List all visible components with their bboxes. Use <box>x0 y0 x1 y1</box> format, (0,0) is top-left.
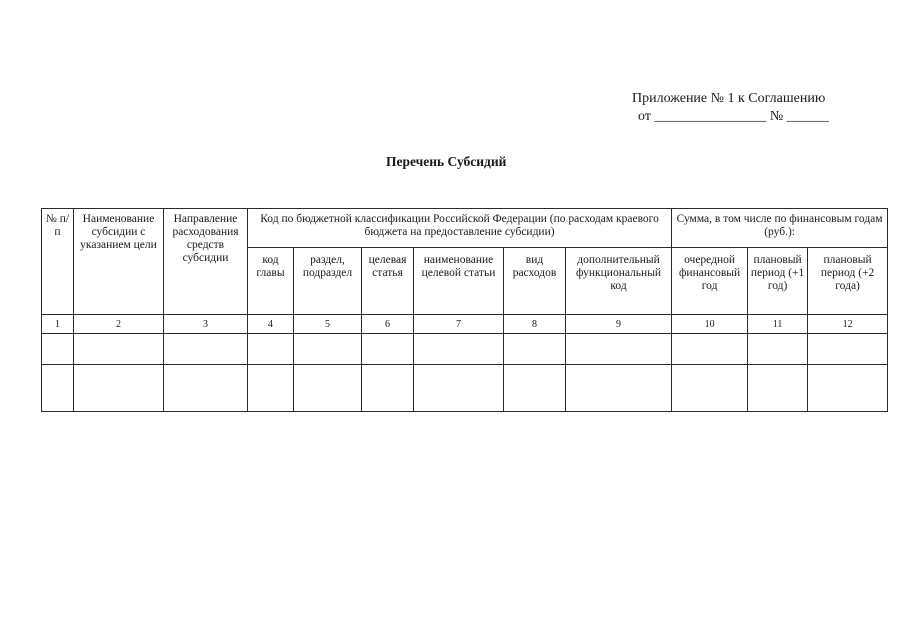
table-cell-empty <box>748 365 808 412</box>
table-cell-empty <box>566 365 672 412</box>
table-cell-empty <box>362 334 414 365</box>
header-cell-next-year: очередной финансовый год <box>672 248 748 315</box>
table-cell-empty <box>414 365 504 412</box>
header-cell-chapter-code: код главы <box>248 248 294 315</box>
header-cell-expense-type: вид расходов <box>504 248 566 315</box>
column-number: 10 <box>672 315 748 334</box>
annex-reference <box>632 90 829 126</box>
column-number: 2 <box>74 315 164 334</box>
column-number: 7 <box>414 315 504 334</box>
table-cell-empty <box>294 334 362 365</box>
header-cell-plan-plus-1: плановый период (+1 год) <box>748 248 808 315</box>
table-cell-empty <box>672 365 748 412</box>
header-cell-amount-group: Сумма, в том числе по финансовым годам (руб.): <box>672 209 888 248</box>
table-cell-empty <box>164 365 248 412</box>
table-cell-empty <box>294 365 362 412</box>
column-number: 8 <box>504 315 566 334</box>
subsidies-table <box>41 208 888 412</box>
column-number: 11 <box>748 315 808 334</box>
header-cell-direction: Направление расходования средств субсидии <box>164 209 248 315</box>
table-cell-empty <box>808 334 888 365</box>
column-number: 1 <box>42 315 74 334</box>
table-cell-empty <box>414 334 504 365</box>
table-cell-empty <box>248 365 294 412</box>
table-cell-empty <box>164 334 248 365</box>
table-cell-empty <box>504 334 566 365</box>
column-number: 4 <box>248 315 294 334</box>
header-cell-target-article-name: наименование целевой статьи <box>414 248 504 315</box>
header-row-1 <box>42 209 888 248</box>
column-number: 9 <box>566 315 672 334</box>
column-number-row <box>42 315 888 334</box>
table-cell-empty <box>672 334 748 365</box>
column-number: 12 <box>808 315 888 334</box>
header-cell-budget-code-group: Код по бюджетной классификации Российской Федерации (по расходам краевого бюджета на предоставление субсидии) <box>248 209 672 248</box>
table-row-empty <box>42 365 888 412</box>
table-cell-empty <box>42 334 74 365</box>
table-cell-empty <box>808 365 888 412</box>
annex-title: Приложение № 1 к Соглашению <box>632 91 826 106</box>
table-row-empty <box>42 334 888 365</box>
document-title: Перечень Субсидий <box>386 154 507 169</box>
column-number: 3 <box>164 315 248 334</box>
header-cell-functional-code: дополнительный функциональный код <box>566 248 672 315</box>
header-cell-target-article: целевая статья <box>362 248 414 315</box>
table-cell-empty <box>74 365 164 412</box>
table-cell-empty <box>504 365 566 412</box>
header-cell-plan-plus-2: плановый период (+2 года) <box>808 248 888 315</box>
table-cell-empty <box>566 334 672 365</box>
header-cell-section: раздел, подраздел <box>294 248 362 315</box>
column-number: 6 <box>362 315 414 334</box>
annex-date-number: от ________________ № ______ <box>638 109 829 124</box>
table-cell-empty <box>74 334 164 365</box>
table-cell-empty <box>248 334 294 365</box>
table-cell-empty <box>42 365 74 412</box>
table-cell-empty <box>362 365 414 412</box>
header-cell-no: № п/п <box>42 209 74 315</box>
table-cell-empty <box>748 334 808 365</box>
column-number: 5 <box>294 315 362 334</box>
header-cell-subsidy-name: Наименование субсидии с указанием цели <box>74 209 164 315</box>
